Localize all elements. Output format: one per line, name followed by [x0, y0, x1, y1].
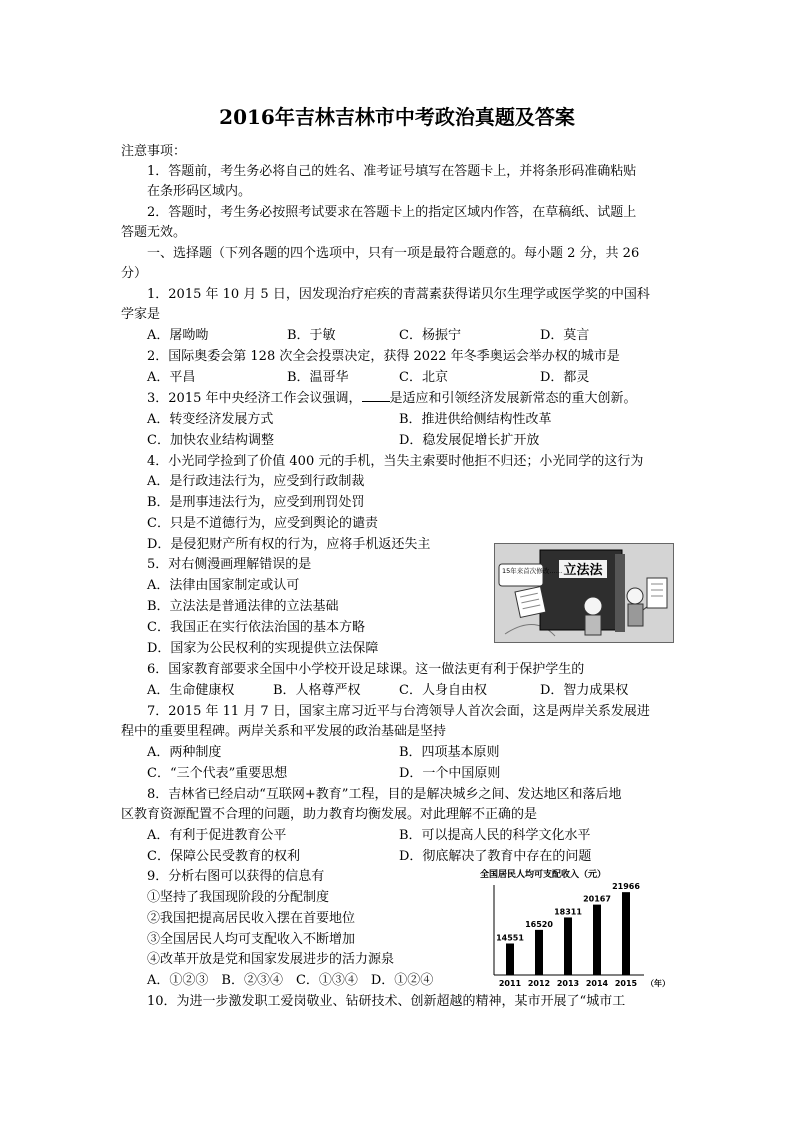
section-heading-cont: 分）	[121, 266, 148, 281]
q5-option-a: A．法律由国家制定或认可	[147, 578, 300, 593]
q2-option-a: A．平昌	[147, 370, 196, 385]
chart-tick-label-2015: 2015	[614, 979, 638, 988]
chart-bar-2014	[593, 905, 601, 975]
notice-heading: 注意事项：	[121, 144, 187, 159]
notice-item-2: 2．答题时，考生务必按照考试要求在答题卡上的指定区域内作答，在草稿纸、试题上	[147, 205, 637, 220]
question-7-stem: 7．2015 年 11 月 7 日，国家主席习近平与台湾领导人首次会面，这是两岸关系发展进	[147, 704, 650, 719]
q2-option-b: B．温哥华	[287, 370, 349, 385]
page-title: 2016年吉林吉林市中考政治真题及答案	[219, 105, 575, 129]
q2-option-c: C．北京	[399, 370, 448, 385]
q1-option-b: B．于敏	[287, 328, 336, 343]
chart-value-label-2012: 16520	[525, 919, 553, 929]
chart-value-label-2011: 14551	[496, 933, 524, 943]
question-8-stem: 8．吉林省已经启动“互联网+教育”工程，目的是解决城乡之间、发达地区和落后地	[147, 787, 622, 802]
q5-option-b: B．立法法是普通法律的立法基础	[147, 599, 339, 614]
q2-option-d: D．都灵	[540, 370, 590, 385]
notice-item-1: 1．答题前，考生务必将自己的姓名、准考证号填写在答题卡上，并将条形码准确粘贴	[147, 164, 637, 179]
question-7-stem-cont: 程中的重要里程碑。两岸关系和平发展的政治基础是坚持	[121, 724, 447, 739]
q8-option-d: D．彻底解决了教育中存在的问题	[399, 849, 592, 864]
question-4-stem: 4．小光同学捡到了价值 400 元的手机，当失主索要时他拒不归还；小光同学的这行为	[147, 454, 644, 469]
section-heading: 一、选择题（下列各题的四个选项中，只有一项是最符合题意的。每小题 2 分，共 26	[147, 246, 640, 261]
q6-option-d: D．智力成果权	[540, 683, 629, 698]
q9-statement-1: ①坚持了我国现阶段的分配制度	[147, 890, 330, 905]
chart-bar-2011	[506, 943, 514, 975]
chart-tick-label-2013: 2013	[556, 979, 580, 988]
question-2-stem: 2．国际奥委会第 128 次全会投票决定，获得 2022 年冬季奥运会举办权的城市是	[147, 349, 620, 364]
chart-bar-2012	[535, 930, 543, 975]
chart-title: 全国居民人均可支配收入（元）	[480, 870, 607, 880]
q9-options: A．①②③ B．②③④ C．①③④ D．①②④	[147, 973, 434, 988]
question-1-stem: 1．2015 年 10 月 5 日，因发现治疗疟疾的青蒿素获得诺贝尔生理学或医学奖的中国科	[147, 287, 650, 302]
q3-option-d: D．稳发展促增长扩开放	[399, 433, 540, 448]
q5-option-c: C．我国正在实行依法治国的基本方略	[147, 620, 365, 635]
q3-option-c: C．加快农业结构调整	[147, 433, 274, 448]
q8-option-b: B．可以提高人民的科学文化水平	[399, 828, 591, 843]
chart-tick-label-2011: 2011	[498, 979, 522, 988]
notice-item-1-cont: 在条形码区域内。	[147, 184, 252, 199]
income-bar-chart	[478, 865, 678, 990]
q3-option-a: A．转变经济发展方式	[147, 412, 274, 427]
answer-blank	[362, 389, 390, 402]
q9-statement-4: ④改革开放是党和国家发展进步的活力源泉	[147, 952, 395, 967]
question-10-stem: 10．为进一步激发职工爱岗敬业、钻研技术、创新超越的精神，某市开展了“城市工	[147, 994, 626, 1009]
q6-option-c: C．人身自由权	[399, 683, 487, 698]
legislation-law-comic	[494, 543, 674, 643]
notice-item-2-cont: 答题无效。	[121, 225, 187, 240]
chart-x-unit: （年）	[646, 979, 670, 988]
chart-value-label-2014: 20167	[583, 894, 611, 904]
q7-option-c: C．“三个代表”重要思想	[147, 766, 288, 781]
question-8-stem-cont: 区教育资源配置不合理的问题，助力教育均衡发展。对此理解不正确的是	[121, 807, 538, 822]
question-9-stem: 9．分析右图可以获得的信息有	[147, 869, 325, 884]
q8-option-c: C．保障公民受教育的权利	[147, 849, 300, 864]
chart-tick-label-2014: 2014	[585, 979, 609, 988]
q1-option-a: A．屠呦呦	[147, 328, 209, 343]
q8-option-a: A．有利于促进教育公平	[147, 828, 287, 843]
q4-option-d: D．是侵犯财产所有权的行为，应将手机返还失主	[147, 537, 431, 552]
q5-option-d: D．国家为公民权利的实现提供立法保障	[147, 641, 379, 656]
chart-value-label-2013: 18311	[554, 907, 582, 917]
q4-option-b: B．是刑事违法行为，应受到刑罚处罚	[147, 495, 365, 510]
chart-bar-2013	[564, 917, 572, 975]
q7-option-d: D．一个中国原则	[399, 766, 501, 781]
q3-option-b: B．推进供给侧结构性改革	[399, 412, 552, 427]
question-6-stem: 6．国家教育部要求全国中小学校开设足球课。这一做法更有利于保护学生的	[147, 662, 585, 677]
question-3-stem: 3．2015 年中央经济工作会议强调， 是适应和引领经济发展新常态的重大创新。	[147, 391, 637, 406]
q4-option-c: C．只是不道德行为，应受到舆论的谴责	[147, 516, 378, 531]
chart-value-label-2015: 21966	[612, 882, 640, 892]
q7-option-a: A．两种制度	[147, 745, 222, 760]
comic-drawing	[495, 544, 673, 642]
chart-bar-2015	[622, 892, 630, 975]
q6-option-b: B．人格尊严权	[273, 683, 361, 698]
q6-option-a: A．生命健康权	[147, 683, 235, 698]
q9-statement-2: ②我国把提高居民收入摆在首要地位	[147, 911, 356, 926]
chart-tick-label-2012: 2012	[527, 979, 551, 988]
book-title: 立法法	[563, 563, 603, 578]
question-1-stem-cont: 学家是	[121, 307, 161, 322]
q1-option-c: C．杨振宁	[399, 328, 461, 343]
question-5-stem: 5．对右侧漫画理解错误的是	[147, 557, 312, 572]
q7-option-b: B．四项基本原则	[399, 745, 500, 760]
q9-statement-3: ③全国居民人均可支配收入不断增加	[147, 932, 356, 947]
speech-bubble: 15年来首次修改……	[502, 567, 563, 575]
q1-option-d: D．莫言	[540, 328, 590, 343]
q4-option-a: A．是行政违法行为，应受到行政制裁	[147, 474, 365, 489]
